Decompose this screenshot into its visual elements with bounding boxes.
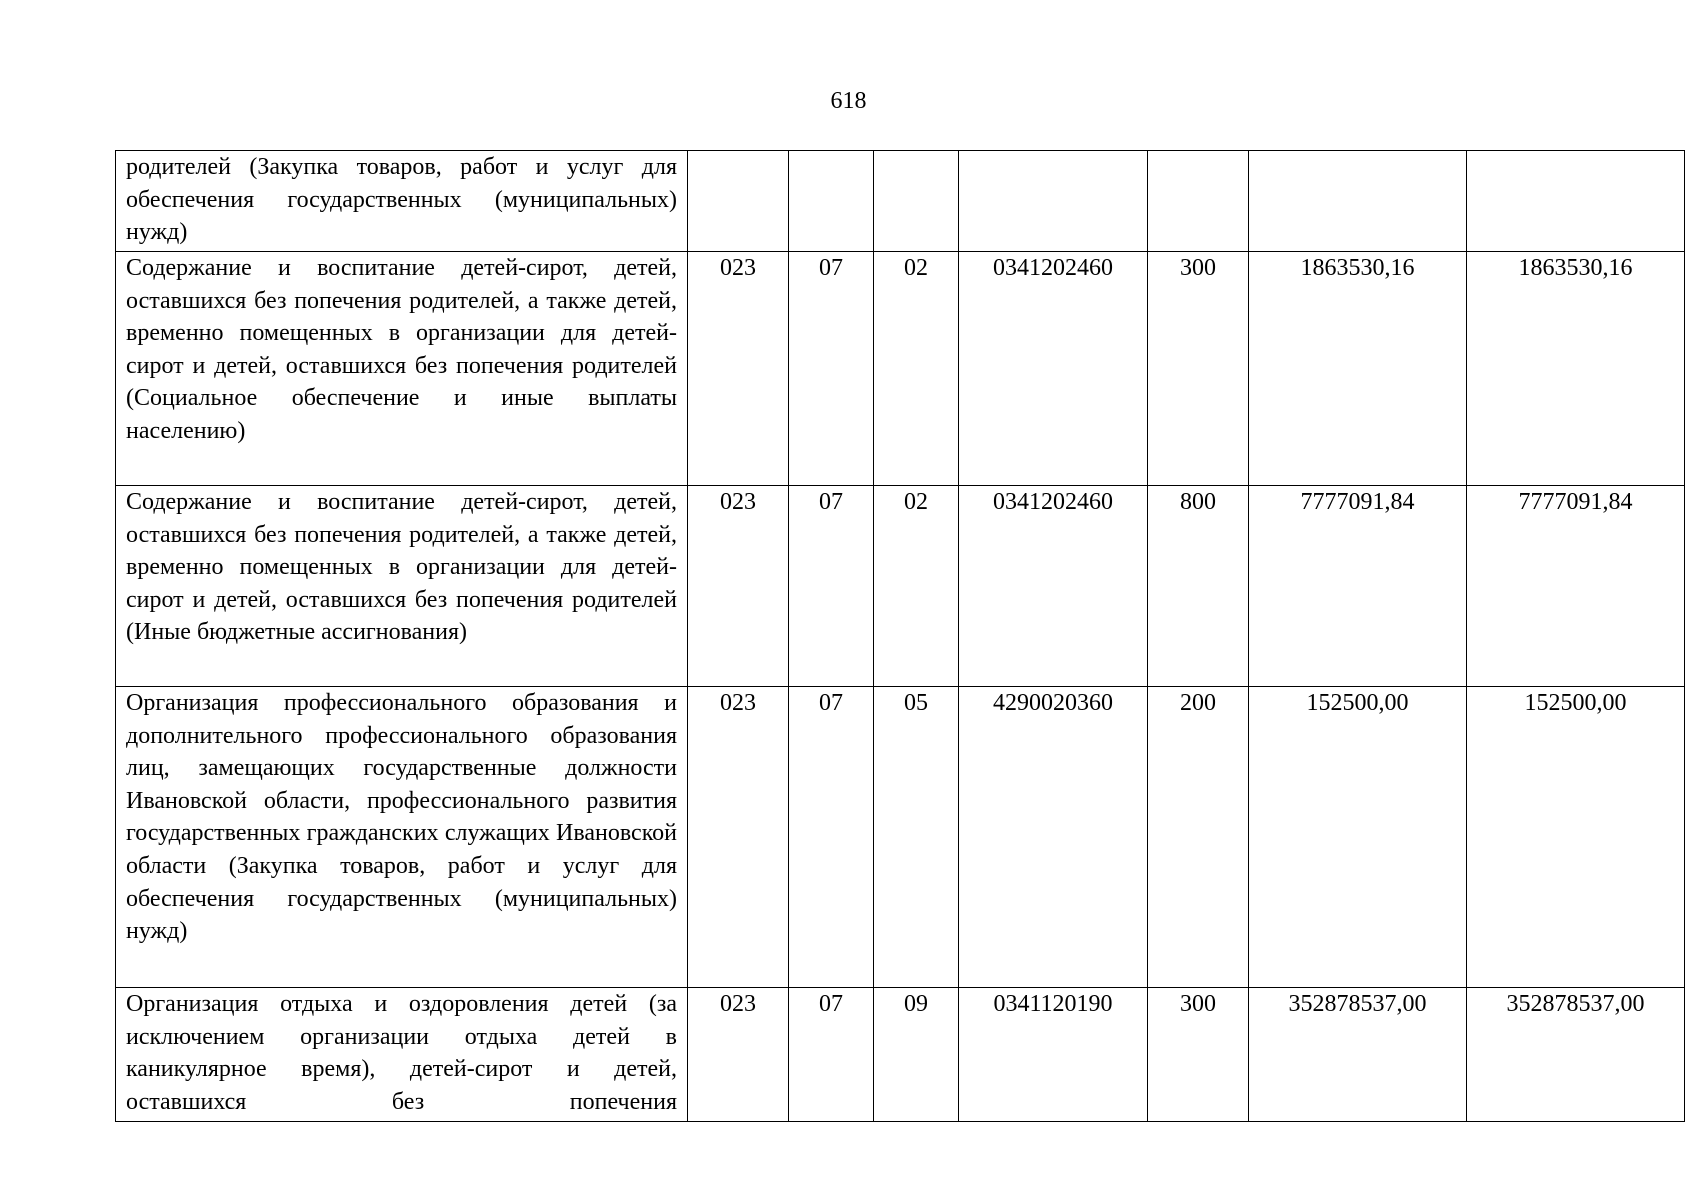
section-code: 07 (789, 486, 874, 687)
subsection-code: 05 (874, 687, 959, 988)
amount-1: 1863530,16 (1249, 252, 1467, 486)
expense-type-code: 300 (1148, 252, 1249, 486)
section-code: 07 (789, 988, 874, 1122)
row-description: Содержание и воспитание детей-сирот, детей, оставшихся без попечения родителей, а также детей, временно помещенных в организации для детей-сирот и детей, оставшихся без попечения родителей (Социальное обеспечение и иные выплаты населению) (116, 252, 688, 486)
ministry-code: 023 (688, 687, 789, 988)
amount-2: 7777091,84 (1467, 486, 1685, 687)
page-number: 618 (830, 88, 867, 114)
ministry-code: 023 (688, 988, 789, 1122)
amount-1 (1249, 151, 1467, 252)
subsection-code (874, 151, 959, 252)
section-code (789, 151, 874, 252)
target-item-code: 0341202460 (959, 252, 1148, 486)
subsection-code: 02 (874, 486, 959, 687)
section-code: 07 (789, 687, 874, 988)
expense-type-code: 300 (1148, 988, 1249, 1122)
amount-1: 7777091,84 (1249, 486, 1467, 687)
target-item-code (959, 151, 1148, 252)
subsection-code: 02 (874, 252, 959, 486)
row-description: родителей (Закупка товаров, работ и услуг для обеспечения государственных (муниципальных) нужд) (116, 151, 688, 252)
amount-2: 152500,00 (1467, 687, 1685, 988)
amount-2 (1467, 151, 1685, 252)
table-row (116, 151, 1685, 252)
ministry-code: 023 (688, 252, 789, 486)
expense-type-code: 200 (1148, 687, 1249, 988)
row-description: Организация профессионального образования и дополнительного профессионального образования лиц, замещающих государственные должности Ивановской области, профессионального развития государственных гражданских служащих Ивановской области (Закупка товаров, работ и услуг для обеспечения государственных (муниципальных) нужд) (116, 687, 688, 988)
table-row (116, 486, 1685, 687)
expense-type-code: 800 (1148, 486, 1249, 687)
row-description: Организация отдыха и оздоровления детей (за исключением организации отдыха детей в каникулярное время), детей-сирот и детей, оставшихся без попечения (116, 988, 688, 1122)
ministry-code: 023 (688, 486, 789, 687)
amount-1: 152500,00 (1249, 687, 1467, 988)
table-row (116, 988, 1685, 1122)
amount-1: 352878537,00 (1249, 988, 1467, 1122)
table-row (116, 252, 1685, 486)
subsection-code: 09 (874, 988, 959, 1122)
target-item-code: 0341202460 (959, 486, 1148, 687)
row-description: Содержание и воспитание детей-сирот, детей, оставшихся без попечения родителей, а также детей, временно помещенных в организации для детей-сирот и детей, оставшихся без попечения родителей (Иные бюджетные ассигнования) (116, 486, 688, 687)
expense-type-code (1148, 151, 1249, 252)
table-row (116, 687, 1685, 988)
amount-2: 1863530,16 (1467, 252, 1685, 486)
ministry-code (688, 151, 789, 252)
target-item-code: 4290020360 (959, 687, 1148, 988)
section-code: 07 (789, 252, 874, 486)
budget-table (115, 150, 1685, 1122)
target-item-code: 0341120190 (959, 988, 1148, 1122)
amount-2: 352878537,00 (1467, 988, 1685, 1122)
